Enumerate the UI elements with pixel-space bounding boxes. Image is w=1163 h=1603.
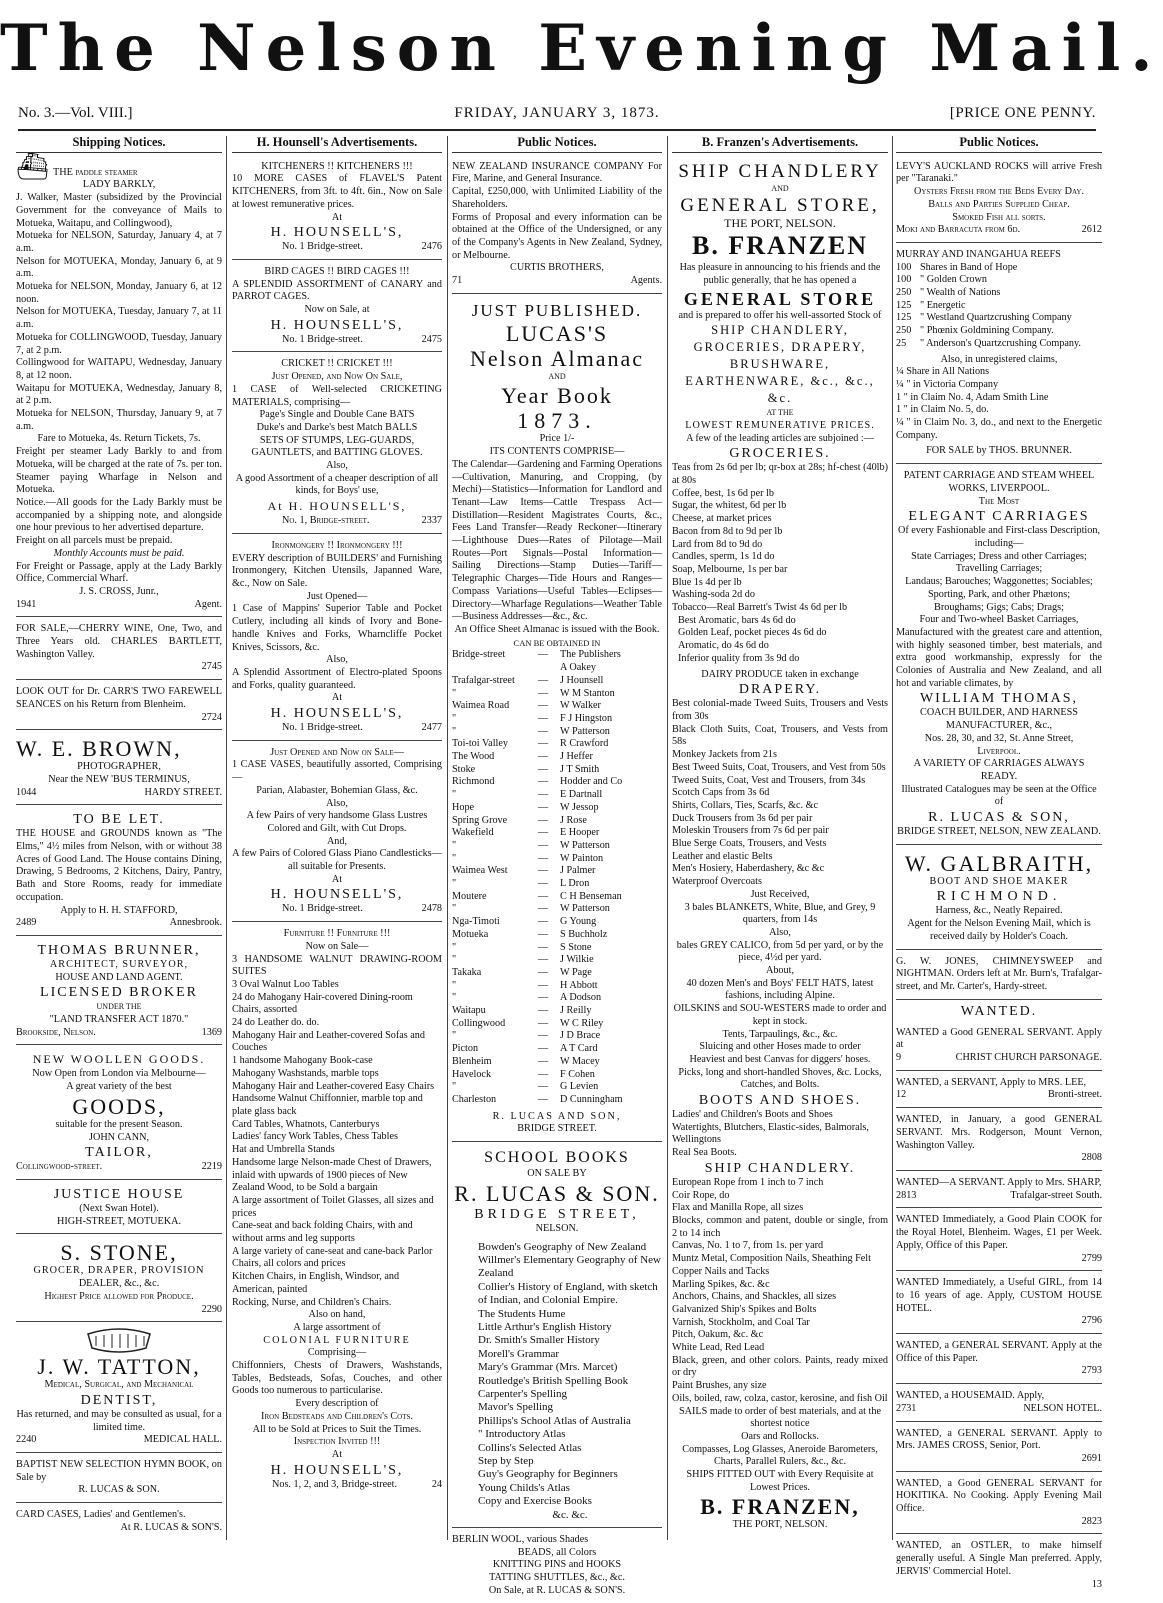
column-franzen (672, 136, 888, 1541)
column-public-notices-2 (896, 135, 1102, 1590)
ad-wanted-girl: WANTED Immediately, a Useful GIRL, from 14 to 16 years of age. Apply, CUSTOM HOUSE HOTEL. 2796 (896, 1274, 1102, 1334)
ad-carriages: PATENT CARRIAGE AND STEAM WHEEL WORKS, LIVERPOOL. The Most ELEGANT CARRIAGES Of every Fashionable and First-class Description, including— State Carriages; Dress and other Carriages; Travelling Carriages; Landaus; Barouches; Waggonettes; Sociables; Sporting, Park, and other Phætons; Broughams; Gigs; Cabs; Drags; Four and Two-wheel Basket Carriages, Manufactured with the greatest care and attention, with highly seasoned timber, best materials, and extra good workmanship, expressly for the Colonies of Australia and New Zealand, and all hot and variable climates, by WILLIAM THOMAS, COACH BUILDER, AND HARNESS MANUFACTURER, &c., Nos. 28, 30, and 32, St. Anne Street, Liverpool. A VARIETY OF CARRIAGES ALWAYS READY. Illustrated Catalogues may be seen at the Office of R. LUCAS & SON, BRIDGE STREET, NELSON, NEW ZEALAND. (896, 467, 1102, 845)
column-public-notices (452, 135, 662, 1596)
ad-wanted-servant-hokitika: WANTED, a Good GENERAL SERVANT for HOKITIKA. No Cooking. Apply Evening Mail Office. 2823 (896, 1475, 1102, 1535)
column-rule (667, 136, 668, 1540)
agents-list: Bridge-street — The Publishers A Oakey Trafalgar-street — J Hounsell " — W M Stanton Waimea Road — W Walker " — F J Hingston " — W Patterson Toi-toi Valley — R Crawford The Wood — J Heffer Stoke — J T Smith Richmond — Hodder and Co " — E Dartnall Hope — W Jessop Spring Grove — J Rose Wakefield — E Hooper " — W Patterson " — W Painton Waimea West — J Palmer " — L Dron Moutere — C H Benseman " — W Patterson Nga-Timoti — G Young Motueka — S Buchholz " — S Stone " — J Wilkie Takaka — W Page " — H Abbott " — A Dodson Waitapu — J Reilly Collingwood — W C Riley " — J D Brace Picton — A T Card Blenheim — W Macey Havelock — F Cohen " — G Levien Charleston — D Cunningham (452, 649, 623, 1105)
ad-cherry-wine: FOR SALE,—CHERRY WINE, One, Two, and Three Years old. CHARLES BARTLETT, Washington Valley. 2745 (16, 620, 222, 680)
ad-lady-barkly: ⛴ THE paddle steamer LADY BARKLY, J. Walker, Master (subsidized by the Provincial Government for the conveyance of Mails to Motueka, Waitapu, and Collingwood), Motueka for NELSON, Saturday, January 4, at 7 a.m. Nelson for MOTUEKA, Monday, January 6, at 9 a.m. Motueka for NELSON, Monday, January 6, at 12 noon. Nelson for MOTUEKA, Tuesday, January 7, at 11 a.m. Motueka for COLLINGWOOD, Tuesday, January 7, at 2 p.m. Collingwood for WAITAPU, Wednesday, January 8, at 12 noon. Waitapu for MOTUEKA, Wednesday, January 8, at 2 p.m. Motueka for NELSON, Thursday, January 9, at 7 a.m. Fare to Motueka, 4s. Return Tickets, 7s. Freight per steamer Lady Barkly to and from Motueka, will be charged at the rate of 7s. per ton. Steamer paying Wharfage in Nelson and Motueka. Notice.—All goods for the Lady Barkly must be accompanied by a shipping note, and alongside one hour previous to her advertised departure. Freight on all parcels must be prepaid. Monthly Accounts must be paid. For Freight or Passage, apply at the Lady Barkly Office, Commercial Wharf. J. S. CROSS, Junr., 1941 Agent. (16, 158, 222, 618)
ad-tatton-dentist: J. W. TATTON, Medical, Surgical, and Mechanical DENTIST, Has returned, and may be consulted as usual, for a limited time. 2240 MEDICAL HALL. (16, 1325, 222, 1453)
issue-date: FRIDAY, JANUARY 3, 1873. (454, 105, 660, 121)
column-rule (226, 136, 227, 1540)
ad-wanted-ostler: WANTED, an OSTLER, to make himself generally useful. A Single Man preferred. Apply, JERVIS' Commercial Hotel. 13 (896, 1540, 1102, 1590)
ad-woollen-goods: NEW WOOLLEN GOODS. Now Open from London via Melbourne— A great variety of the best GOODS, suitable for the present Season. JOHN CANN, TAILOR, Collingwood-street. 2219 (16, 1048, 222, 1180)
school-book-list: Bowden's Geography of New Zealand Willmer's Elementary Geography of New Zealand Collier's History of England, with sketch of Indian, and Colonial Empire. The Students Hume Little Arthur's English History Dr. Smith's Smaller History Morell's Grammar Mary's Grammar (Mrs. Marcet) Routledge's British Spelling Book Carpenter's Spelling Mavor's Spelling Phillips's School Atlas of Australia " Introductory Atlas Collins's Selected Atlas Step by Step Guy's Geography for Beginners Young Childs's Atlas Copy and Exercise Books &c. &c. (478, 1240, 661, 1521)
column-rule (447, 136, 448, 1540)
ad-nz-insurance: NEW ZEALAND INSURANCE COMPANY For Fire, Marine, and General Insurance. Capital, £250,000, with Unlimited Liability of the Shareholders. Forms of Proposal and every information can be obtained at the Office of the Undersigned, or any of the Company's Agents in New Zealand, Sydney, or Melbourne. CURTIS BROTHERS, 71 Agents. (452, 158, 662, 294)
ad-s-stone: S. STONE, GROCER, DRAPER, PROVISION DEALER, &c., &c. Highest Price allowed for Produce. 2290 (16, 1237, 222, 1322)
ad-franzen-store: SHIP CHANDLERY AND GENERAL STORE, THE PORT, NELSON. B. FRANZEN Has pleasure in announcing to his friends and the public generally, that he has opened a GENERAL STORE and is prepared to offer his well-assorted Stock of SHIP CHANDLERY, GROCERIES, DRAPERY, BRUSHWARE, EARTHENWARE, &c., &c., &c. AT THE LOWEST REMUNERATIVE PRICES. A few of the leading articles are subjoined :— GROCERIES. Teas from 2s 6d per lb; qr-box at 28s; hf-chest (40lb) at 80s Coffee, best, 1s 6d per lb Sugar, the whitest, 6d per lb Cheese, at market prices Bacon from 8d to 9d per lb Lard from 8d to 9d do Candles, sperm, 1s 1d do Soap, Melbourne, 1s per bar Blue 1s 4d per lb Washing-soda 2d do Tobacco—Real Barrett's Twist 4s 6d per lb Best Aromatic, bars 4s 6d do Golden Leaf, pocket pieces 4s 6d do Aromatic, do 4s 6d do Inferior quality from 3s 9d do DAIRY PRODUCE taken in exchange DRAPERY. Best colonial-made Tweed Suits, Trousers and Vests from 30s Black Cloth Suits, Coat, Trousers, and Vests from 58s Monkey Jackets from 21s Best Tweed Suits, Coat, Trousers, and Vest from 50s Tweed Suits, Coat, Vest and Trousers, from 34s Scotch Caps from 3s 6d Shirts, Collars, Ties, Scarfs, &c. &c Duck Trousers from 3s 6d per pair Moleskin Trousers from 7s 6d per pair Blue Serge Coats, Trousers, and Vests Leather and elastic Belts Men's Hosiery, Haberdashery, &c &c Waterproof Overcoats Just Received, 3 bales BLANKETS, White, Blue, and Grey, 9 quarters, from 14s Also, bales GREY CALICO, from 5d per yard, or by the piece, 4½d per yard. About, 40 dozen Men's and Boys' FELT HATS, latest fashions, including Alpine. OILSKINS and SOU-WESTERS made to order and kept in stock. Tents, Tarpaulings, &c., &c. Sluicing and other Hoses made to order Heaviest and best Canvas for diggers' hoses. Picks, long and short-handled Shoves, &c. Locks, Catches, and Bolts. BOOTS AND SHOES. Ladies' and Children's Boots and Shoes Watertights, Blutchers, Elastic-sides, Balmorals, Wellingtons Real Sea Boots. SHIP CHANDLERY. European Rope from 1 inch to 7 inch Coir Rope, do Flax and Manilla Rope, all sizes Blocks, common and patent, double or single, from 2 to 14 inch Canvas, No. 1 to 7, from 1s. per yard Muntz Metal, Composition Nails, Sheathing Felt Copper Nails and Tacks Marling Spikes, &c. &c Anchors, Chains, and Shackles, all sizes Galvanized Ship's Spikes and Bolts Varnish, Stockholm, and Coal Tar Pitch, Oakum, &c. &c White Lead, Red Lead Black, green, and other colors. Paints, ready mixed or dry Paint Brushes, any size Oils, boiled, raw, colza, castor, kerosine, and fish Oil SAILS made to order of best materials, and at the shortest notice Oars and Rollocks. Compasses, Log Glasses, Aneroide Barometers, Charts, Parallel Rulers, &c., &c. SHIPS FITTED OUT with Every Requisite at Lowest Prices. B. FRANZEN, THE PORT, NELSON. (672, 160, 888, 1531)
ad-ironmongery: Ironmongery !! Ironmongery !!! EVERY description of BUILDERS' and Furnishing Ironmongery, Kitchen Utensils, Japanned Ware, &c., Now on Sale. Just Opened— 1 Case of Mappins' Superior Table and Pocket Cutlery, including all kinds of Ivory and Bone-handle Knives and Forks, Wharncliffe Pocket Knives, Scissors, &c. Also, A Splendid Assortment of Electro-plated Spoons and Forks, quality guaranteed. At H. HOUNSELL'S, No. 1 Bridge-street. 2477 (232, 537, 442, 741)
ad-levy-oysters: LEVY'S AUCKLAND ROCKS will arrive Fresh per "Taranaki." Oysters Fresh from the Beds Every Day. Balls and Parties Supplied Cheap. Smoked Fish all sorts. Moki and Barracuta from 6d. 2612 (896, 158, 1102, 243)
drapery-heading: DRAPERY. (738, 682, 822, 698)
ad-school-books: SCHOOL BOOKS ON SALE BY R. LUCAS & SON. BRIDGE STREET, NELSON. Bowden's Geography of New Zealand Willmer's Elementary Geography of New Zealand Collier's History of England, with sketch of Indian, and Colonial Empire. The Students Hume Little Arthur's English History Dr. Smith's Smaller History Morell's Grammar Mary's Grammar (Mrs. Marcet) Routledge's British Spelling Book Carpenter's Spelling Mavor's Spelling Phillips's School Atlas of Australia " Introductory Atlas Collins's Selected Atlas Step by Step Guy's Geography for Beginners Young Childs's Atlas Copy and Exercise Books &c. &c. (452, 1145, 662, 1528)
ad-lucas-almanac: JUST PUBLISHED. LUCAS'S Nelson Almanac AND Year Book 1873. Price 1/- ITS CONTENTS COMPRISE— The Calendar—Gardening and Farming Operations—Cultivation, Manuring, and Cropping, (by Mechi)—Statistics—Information for Landlord and Tenant—Law Items—Cattle Trespass Act—Distillation—Resident Magistrates Courts, &c., Fees Land Transfer—Ready Reckoner—Itinerary—Lighthouse Dues—Rates of Pilotage—Mail Routes—Port Signals—Postal Information—Sailing Directions—Stamp Duties—Tariff—Telegraphic Charges—Tide Hours and Ranges—Compass Variations—Useful Tables—Eclipses—Directory—Wharfage Regulations—Weather Table—Business Addresses—&c., &c. An Office Sheet Almanac is issued with the Book. CAN BE OBTAINED IN Bridge-street — The Publishers A Oakey Trafalgar-street — J Hounsell " — W M Stanton Waimea Road — W Walker " — F J Hingston " — W Patterson Toi-toi Valley — R Crawford The Wood — J Heffer Stoke — J T Smith Richmond — Hodder and Co " — E Dartnall Hope — W Jessop Spring Grove — J Rose Wakefield — E Hooper " — W Patterson " — W Painton Waimea West — J Palmer " — L Dron Moutere — C H Benseman " — W Patterson Nga-Timoti — G Young Motueka — S Buchholz " — S Stone " — J Wilkie Takaka — W Page " — H Abbott " — A Dodson Waitapu — J Reilly Collingwood — W C Riley " — J D Brace Picton — A T Card Blenheim — W Macey Havelock — F Cohen " — G Levien Charleston — D Cunningham R. LUCAS AND SON, BRIDGE STREET. (452, 297, 662, 1142)
ad-berlin-wool: BERLIN WOOL, various Shades BEADS, all Colors KNITTING PINS and HOOKS TATTING SHUTTLES, &c., &c. On Sale, at R. LUCAS & SON'S. (452, 1534, 626, 1596)
ad-furniture: Furniture !! Furniture !!! Now on Sale— 3 HANDSOME WALNUT DRAWING-ROOM SUITES 3 Oval Walnut Loo Tables 24 do Mahogany Hair-covered Dining-room Chairs, assorted 24 do Leather do. do. Mahogany Hair and Leather-covered Sofas and Couches 1 handsome Mahogany Book-case Mahogany Washstands, marble tops Mahogany Hair and Leather-covered Easy Chairs Handsome Walnut Chiffonnier, marble top and plate glass back Card Tables, Whatnots, Canterburys Ladies' fancy Work Tables, Chess Tables Hat and Umbrella Stands Handsome large Nelson-made Chest of Drawers, inlaid with upwards of 1900 pieces of New Zealand Wood, to be Sold a bargain A large assortment of Toilet Glasses, all sizes and prices Cane-seat and back folding Chairs, with and without arms and leg supports A large variety of cane-seat and cane-back Parlor Chairs, all colors and prices Kitchen Chairs, in English, Windsor, and American, painted Rocking, Nurse, and Children's Chairs. Also on hand, A large assortment of COLONIAL FURNITURE Comprising— Chiffonniers, Chests of Drawers, Washstands, Tables, Bedsteads, Sofas, Couches, and other Goods too numerous to particularise. Every description of Iron Bedsteads and Children's Cots. All to be Sold at Prices to Suit the Times. Inspection Invited !!! At H. HOUNSELL'S, Nos. 1, 2, and 3, Bridge-street. 24 (232, 928, 442, 1490)
column-heading: H. Hounsell's Advertisements. (232, 136, 442, 153)
ad-galbraith: W. GALBRAITH, BOOT AND SHOE MAKER RICHMOND. Harness, &c., Neatly Repaired. Agent for the Nelson Evening Mail, which is received daily by Holder's Coach. (896, 848, 1102, 950)
ad-wanted-servant-office: WANTED, a GENERAL SERVANT. Apply at the Office of this Paper. 2793 (896, 1337, 1102, 1384)
ad-jones-chimneysweep: G. W. JONES, CHIMNEYSWEEP and NIGHTMAN. Orders left at Mr. Burn's, Trafalgar-street, and Mr. Carter's, Hardy-street. (896, 953, 1102, 1000)
steamship-icon: ⛴ (16, 151, 50, 181)
masthead (0, 0, 1163, 98)
issue-price: [PRICE ONE PENNY. (949, 105, 1096, 121)
wanted-heading: WANTED. (960, 1003, 1038, 1019)
boots-heading: BOOTS AND SHOES. (698, 1093, 862, 1109)
dentures-icon (84, 1328, 154, 1354)
ad-wanted-servant-rodgerson: WANTED, in January, a good GENERAL SERVANT. Mrs. Rodgerson, Mount Vernon, Washington Valley. 2808 (896, 1111, 1102, 1171)
ad-justice-house: JUSTICE HOUSE (Next Swan Hotel). HIGH-STREET, MOTUEKA. (16, 1183, 222, 1234)
ad-wanted-servant-cross: WANTED, a GENERAL SERVANT. Apply to Mrs. JAMES CROSS, Senior, Port. 2691 (896, 1425, 1102, 1472)
ad-wanted-servant-sharp: WANTED—A SERVANT. Apply to Mrs. SHARP, 2813 Trafalgar-street South. (896, 1174, 1102, 1208)
column-rule (892, 136, 893, 1540)
newspaper-title: The Nelson Evening Mail. (0, 11, 1163, 86)
ad-thomas-brunner: THOMAS BRUNNER, ARCHITECT, SURVEYOR, HOUSE AND LAND AGENT. LICENSED BROKER UNDER THE "LAND TRANSFER ACT 1870." Brookside, Nelson. 1369 (16, 939, 222, 1046)
ad-to-be-let: TO BE LET. THE HOUSE and GROUNDS known as "The Elms," 4½ miles from Nelson, with or without 38 Acres of Good Land. The House contains Dining, Drawing, 5 Bedrooms, 2 Kitchens, Dairy, Pantry, Bath and Store Rooms, ready for immediate occupation. Apply to H. H. STAFFORD, 2489 Annesbrook. (16, 808, 222, 936)
ad-cricket: CRICKET !! CRICKET !!! Just Opened, and Now On Sale, 1 CASE of Well-selected CRICKETING MATERIALS, comprising— Page's Single and Double Cane BATS Duke's and Darke's best Match BALLS SETS OF STUMPS, LEG-GUARDS, GAUNTLETS, and BATTING GLOVES. Also, A good Assortment of a cheaper description of all kinds, for Boys' use, At H. HOUNSELL'S, No. 1, Bridge-street. 2337 (232, 355, 442, 533)
ad-wanted-cook: WANTED Immediately, a Good Plain COOK for the Royal Hotel, Blenheim. Wages, £1 per Week. Apply, Office of this Paper. 2799 (896, 1211, 1102, 1271)
column-heading: B. Franzen's Advertisements. (672, 136, 888, 153)
ad-wanted-housemaid: WANTED, a HOUSEMAID. Apply, 2731 NELSON HOTEL. (896, 1387, 1102, 1421)
ad-bird-cages: BIRD CAGES !! BIRD CAGES !!! A SPLENDID ASSORTMENT of CANARY and PARROT CAGES. Now on Sale, at H. HOUNSELL'S, No. 1 Bridge-street. 2475 (232, 263, 442, 353)
ad-brown-photographer: W. E. BROWN, PHOTOGRAPHER, Near the NEW 'BUS TERMINUS, 1044 HARDY STREET. (16, 733, 222, 805)
column-heading: Public Notices. (896, 136, 1102, 153)
ad-card-cases: CARD CASES, Ladies' and Gentlemen's. At R. LUCAS & SON'S. (16, 1509, 222, 1533)
ad-vases: Just Opened and Now on Sale— 1 CASE VASES, beautifully assorted, Comprising— Parian, Alabaster, Bohemian Glass, &c. Also, A few Pairs of very handsome Glass Lustres Colored and Gilt, with Cut Drops. And, A few Pairs of Colored Glass Piano Candlesticks—all suitable for Presents. At H. HOUNSELL'S, No. 1 Bridge-street. 2478 (232, 744, 442, 922)
ad-hymn-book: BAPTIST NEW SELECTION HYMN BOOK, on Sale by R. LUCAS & SON. (16, 1456, 222, 1503)
ad-mining-shares: MURRAY AND INANGAHUA REEFS 100 Shares in Band of Hope 100 " Golden Crown 250 " Wealth of Nations 125 " Energetic 125 " Westland Quartzcrushing Company 250 " Phœnix Goldmining Company. 25 " Anderson's Quartzcrushing Company. Also, in unregistered claims, ¼ Share in All Nations ¼ " in Victoria Company 1 " in Claim No. 4, Adam Smith Line 1 " in Claim No. 5, do. ¼ " in Claim No. 3, do., and next to the Energetic Company. FOR SALE by THOS. BRUNNER. (896, 246, 1102, 464)
ship-chandlery-heading: SHIP CHANDLERY. (704, 1160, 856, 1176)
ad-wanted-servant-lee: WANTED, a SERVANT, Apply to MRS. LEE, 12 Bronti-street. (896, 1074, 1102, 1108)
column-shipping (16, 136, 222, 1541)
column-heading: Shipping Notices. (16, 136, 222, 153)
groceries-heading: GROCERIES. (729, 446, 831, 462)
ad-kitcheners: KITCHENERS !! KITCHENERS !!! 10 MORE CASES of FLAVEL'S Patent KITCHENERS, from 3ft. to 4ft. 6in., Now on Sale at lowest remunerative prices. At H. HOUNSELL'S, No. 1 Bridge-street. 2476 (232, 158, 442, 260)
dateline (18, 103, 1096, 131)
issue-number: No. 3.—Vol. VIII.] (18, 105, 133, 121)
ad-carr-seances: LOOK OUT for Dr. CARR'S TWO FAREWELL SEANCES on his Return from Blenheim. 2724 (16, 683, 222, 730)
column-heading: Public Notices. (452, 136, 662, 153)
ad-wanted-servant-parsonage: WANTED a Good GENERAL SERVANT. Apply at 9 CHRIST CHURCH PARSONAGE. (896, 1024, 1102, 1071)
column-hounsell (232, 136, 442, 1541)
